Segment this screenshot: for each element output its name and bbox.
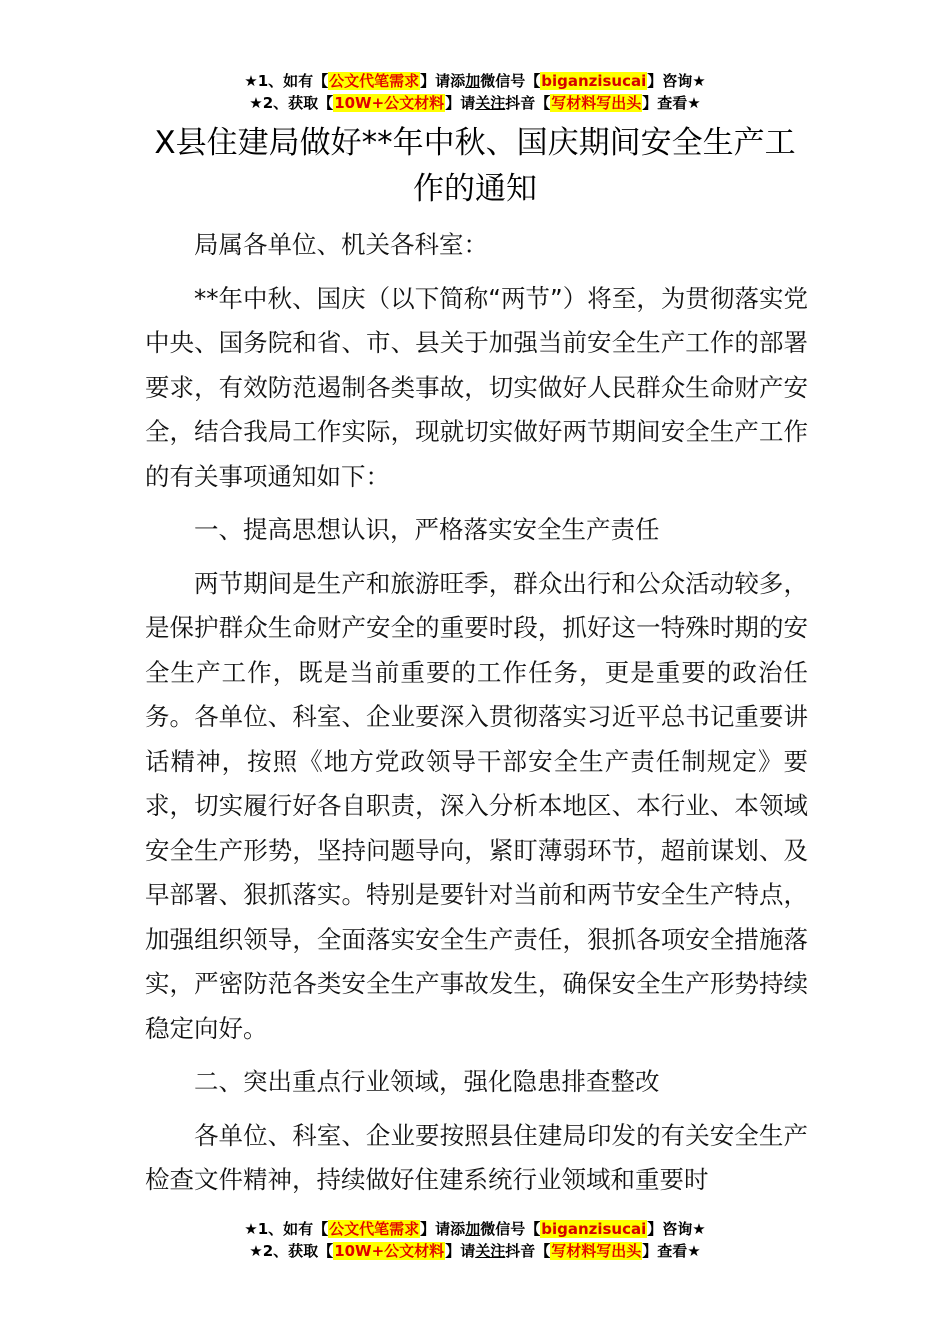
promo-text: 关注 — [475, 1242, 506, 1260]
promo-banner-top — [0, 70, 950, 114]
promo-highlight: 写材料写出头 — [551, 1242, 642, 1260]
section-heading: 一、提高思想认识，严格落实安全生产责任 — [194, 515, 660, 544]
promo-text: 】咨询★ — [647, 1220, 706, 1238]
paragraph: **年中秋、国庆（以下简称“两节”）将至，为贯彻落实党中央、国务院和省、市、县关于加强当前安全生产工作的部署要求，有效防范遏制各类事故，切实做好人民群众生命财产安全，结合我局工作实际，现就切实做好两节期间安全生产工作的有关事项通知如下： — [145, 283, 808, 491]
promo-highlight: 写材料写出头 — [551, 94, 642, 112]
promo-text: 】请 — [445, 1242, 476, 1260]
promo-text: ★2、获取【 — [249, 1242, 334, 1260]
promo-highlight: 公文代笔需求 — [329, 72, 420, 90]
promo-line-2 — [0, 92, 950, 114]
promo-banner-bottom — [0, 1218, 950, 1262]
promo-text: 】请 — [445, 94, 476, 112]
promo-wechat-id: biganzisucai — [541, 72, 647, 90]
promo-text: 微信号【 — [480, 72, 541, 90]
promo-text: 抖音【 — [505, 1242, 551, 1260]
promo-text: 】查看★ — [642, 1242, 701, 1260]
promo-text: 】请添 — [420, 72, 466, 90]
promo-line-1 — [0, 1218, 950, 1240]
promo-line-2 — [0, 1240, 950, 1262]
promo-highlight: 10W+公文材料 — [334, 94, 445, 112]
document-title: X县住建局做好**年中秋、国庆期间安全生产工作的通知 — [154, 125, 796, 207]
promo-text: 关注 — [475, 94, 506, 112]
promo-text: 加 — [465, 1220, 481, 1238]
promo-text: 】咨询★ — [647, 72, 706, 90]
salutation: 局属各单位、机关各科室： — [194, 230, 488, 259]
promo-highlight: 公文代笔需求 — [329, 1220, 420, 1238]
paragraph: 各单位、科室、企业要按照县住建局印发的有关安全生产检查文件精神，持续做好住建系统行业领域和重要时 — [145, 1120, 808, 1194]
promo-text: 】请添 — [420, 1220, 466, 1238]
promo-text: ★2、获取【 — [249, 94, 334, 112]
promo-text: 加 — [465, 72, 481, 90]
promo-text: 】查看★ — [642, 94, 701, 112]
section-heading: 二、突出重点行业领域，强化隐患排查整改 — [194, 1067, 660, 1096]
promo-text: 微信号【 — [480, 1220, 541, 1238]
document-body — [145, 223, 808, 1212]
promo-text: 抖音【 — [505, 94, 551, 112]
promo-text: ★1、如有【 — [244, 1220, 329, 1238]
promo-wechat-id: biganzisucai — [541, 1220, 647, 1238]
promo-line-1 — [0, 70, 950, 92]
promo-text: ★1、如有【 — [244, 72, 329, 90]
promo-highlight: 10W+公文材料 — [334, 1242, 445, 1260]
paragraph: 两节期间是生产和旅游旺季，群众出行和公众活动较多，是保护群众生命财产安全的重要时段，抓好这一特殊时期的安全生产工作，既是当前重要的工作任务，更是重要的政治任务。各单位、科室、企业要深入贯彻落实习近平总书记重要讲话精神，按照《地方党政领导干部安全生产责任制规定》要求，切实履行好各自职责，深入分析本地区、本行业、本领域安全生产形势，坚持问题导向，紧盯薄弱环节，超前谋划、及早部署、狠抓落实。特别是要针对当前和两节安全生产特点，加强组织领导，全面落实安全生产责任，狠抓各项安全措施落实，严密防范各类安全生产事故发生，确保安全生产形势持续稳定向好。 — [145, 568, 808, 1043]
